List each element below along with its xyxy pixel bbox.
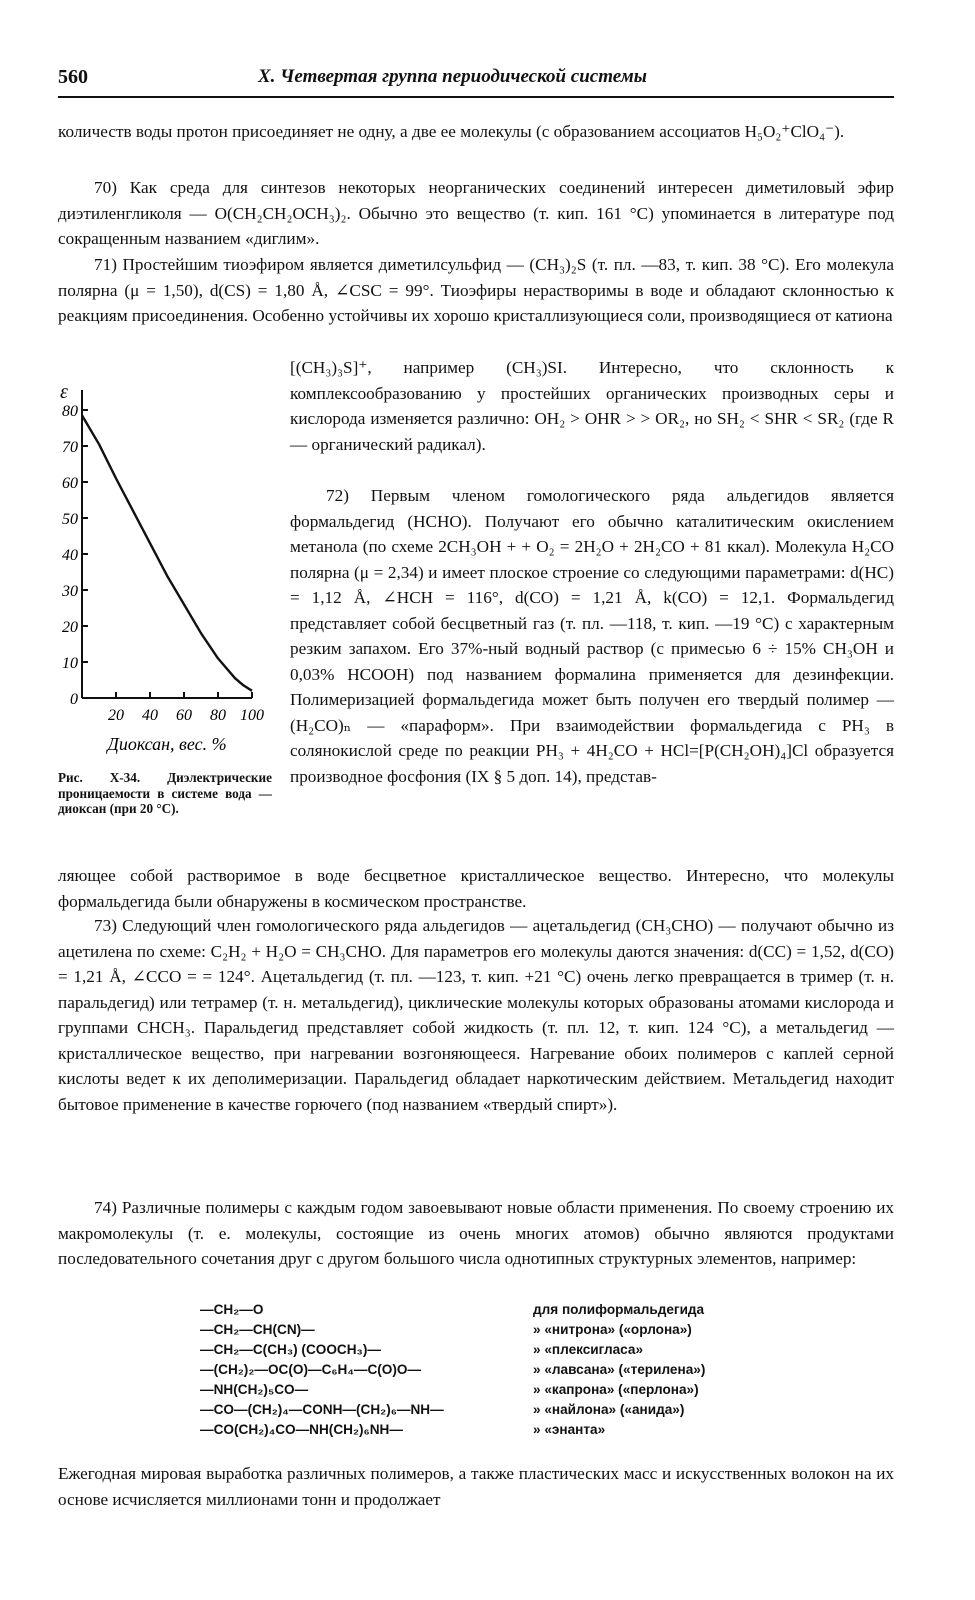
formula: —CO—(CH₂)₄—CONH—(CH₂)₆—NH—	[200, 1402, 444, 1417]
paragraph-71-continued: [(CH₃)₃S]⁺, например (CH₃)SI. Интересно, что склонность к комплексообразованию у простейших органических производных серы и кислорода изменяется различно: OH₂ > OHR > > OR₂, но SH₂ < SHR < SR₂ (где R — органический радикал).	[290, 358, 894, 454]
y-tick-label: 60	[62, 475, 78, 492]
formula: —CH₂—CH(CN)—	[200, 1322, 315, 1337]
formula-row	[200, 1402, 760, 1422]
page-number: 560	[58, 66, 88, 88]
formula: —CO(CH₂)₄CO—NH(CH₂)₆NH—	[200, 1422, 403, 1437]
figure-caption: Рис. X-34. Диэлектрические проницаемости в системе вода — диоксан (при 20 °C).	[58, 770, 272, 816]
paragraph-closing: Ежегодная мировая выработка различных полимеров, а также пластических масс и искусственных волокон на их основе исчисляется миллионами тонн и продолжает	[58, 1464, 894, 1509]
y-tick-label: 70	[62, 439, 78, 456]
series-line-dielectric-constant	[82, 415, 252, 690]
y-tick-label: 40	[62, 547, 78, 564]
x-tick-label: 100	[240, 707, 264, 724]
x-tick-label: 60	[176, 707, 192, 724]
paragraph-72-end: ляющее собой растворимое в воде бесцветное кристаллическое вещество. Интересно, что молекулы формальдегида были обнаружены в космическом пространстве.	[58, 866, 894, 911]
formula-row	[200, 1322, 760, 1342]
paragraph-71: 71) Простейшим тиоэфиром является диметилсульфид — (CH₃)₂S (т. пл. —83, т. кип. 38 °C). Его молекула полярна (μ = 1,50), d(CS) = 1,80 Å, ∠CSC = 99°. Тиоэфиры нерастворимы в воде и обладают склонностью к реакциям присоединения. Особенно устойчивы их хорошо кристаллизующиеся соли, производящиеся от катиона	[58, 255, 894, 325]
y-axis-label: ε	[60, 381, 68, 403]
formula-note: » «нитрона» («орлона»)	[533, 1322, 692, 1337]
dielectric-chart	[52, 380, 282, 780]
paragraph-73: 73) Следующий член гомологического ряда альдегидов — ацетальдегид (CH₃CHO) — получают обычно из ацетилена по схеме: C₂H₂ + H₂O = CH₃CHO. Для параметров его молекулы даются значения: d(CC) = 1,52, d(CO) = 1,21 Å, ∠CCO = = 124°. Ацетальдегид (т. пл. —123, т. кип. +21 °C) очень легко превращается в тример (т. н. паральдегид) или тетрамер (т. н. метальдегид), циклические молекулы которых образованы атомами кислорода и группами CHCH₃. Паральдегид представляет собой жидкость (т. пл. 12, т. кип. 124 °C), а метальдегид — кристаллическое вещество, при нагревании возгоняющееся. Нагревание обоих полимеров с каплей серной кислоты ведет к их деполимеризации. Паральдегид обладает наркотическим действием. Метальдегид находит бытовое применение в качестве горючего (под названием «твердый спирт»).	[58, 916, 894, 1114]
page-header	[58, 62, 894, 92]
formula: —NH(CH₂)₅CO—	[200, 1382, 309, 1397]
formula-note: для полиформальдегида	[533, 1302, 705, 1317]
x-tick-label: 20	[108, 707, 124, 724]
polymer-formula-list	[200, 1302, 760, 1442]
formula: —CH₂—O	[200, 1302, 264, 1317]
formula-row	[200, 1362, 760, 1382]
paragraph-continuation: количеств воды протон присоединяет не одну, а две ее молекулы (с образованием ассоциатов H₅O₂⁺ClO₄⁻).	[58, 122, 845, 141]
y-tick-label: 30	[62, 583, 78, 600]
header-rule	[58, 96, 894, 98]
y-tick-label: 10	[62, 655, 78, 672]
formula-note: » «плексигласа»	[533, 1342, 644, 1357]
formula-note: » «энанта»	[533, 1422, 606, 1437]
formula: —CH₂—C(CH₃) (COOCH₃)—	[200, 1342, 381, 1357]
formula-note: » «найлона» («анида»)	[533, 1402, 685, 1417]
x-tick-label: 40	[142, 707, 158, 724]
y-tick-label: 80	[62, 403, 78, 420]
formula-note: » «капрона» («перлона»)	[533, 1382, 699, 1397]
formula-row	[200, 1302, 760, 1322]
running-title: X. Четвертая группа периодической системы	[258, 66, 647, 87]
y-tick-label: 0	[70, 691, 78, 708]
y-tick-label: 50	[62, 511, 78, 528]
chart-svg	[52, 380, 282, 780]
paragraph-74: 74) Различные полимеры с каждым годом завоевывают новые области применения. По своему строению их макромолекулы (т. е. молекулы, состоящие из очень многих атомов) обычно являются продуктами последовательного сочетания друг с другом большого числа однотипных структурных элементов, например:	[58, 1198, 894, 1268]
x-tick-label: 80	[210, 707, 226, 724]
paragraph-72: 72) Первым членом гомологического ряда альдегидов является формальдегид (HCHO). Получают его обычно каталитическим окислением метанола (по схеме 2CH₃OH + + O₂ = 2H₂O + 2H₂CO + 81 ккал). Молекула H₂CO полярна (μ = 2,34) и имеет плоское строение со следующими параметрами: d(HC) = 1,12 Å, ∠HCH = 116°, d(CO) = 1,21 Å, k(CO) = 12,1. Формальдегид представляет собой бесцветный газ (т. пл. —118, т. кип. —19 °C) с характерным резким запахом. Его 37%-ный водный раствор (с примесью 6 ÷ 15% CH₃OH и 0,03% HCOOH) под названием формалина применяется для дезинфекции. Полимеризацией формальдегида может быть получен его твердый полимер — (H₂CO)ₙ — «параформ». При взаимодействии формальдегида с PH₃ в солянокислой среде по реакции PH₃ + 4H₂CO + HCl=[P(CH₂OH)₄]Cl образуется производное фосфония (IX § 5 доп. 14), представ-	[290, 486, 894, 786]
y-tick-label: 20	[62, 619, 78, 636]
formula-row	[200, 1342, 760, 1362]
formula-row	[200, 1422, 760, 1442]
formula-row	[200, 1382, 760, 1402]
formula: —(CH₂)₂—OC(O)—C₆H₄—C(O)O—	[200, 1362, 422, 1377]
x-axis-label: Диоксан, вес. %	[107, 734, 227, 754]
paragraph-70: 70) Как среда для синтезов некоторых неорганических соединений интересен диметиловый эфир диэтиленгликоля — O(CH₂CH₂OCH₃)₂. Обычно это вещество (т. кип. 161 °C) упоминается в литературе под сокращенным названием «диглим».	[58, 178, 894, 248]
formula-note: » «лавсана» («терилена»)	[533, 1362, 706, 1377]
